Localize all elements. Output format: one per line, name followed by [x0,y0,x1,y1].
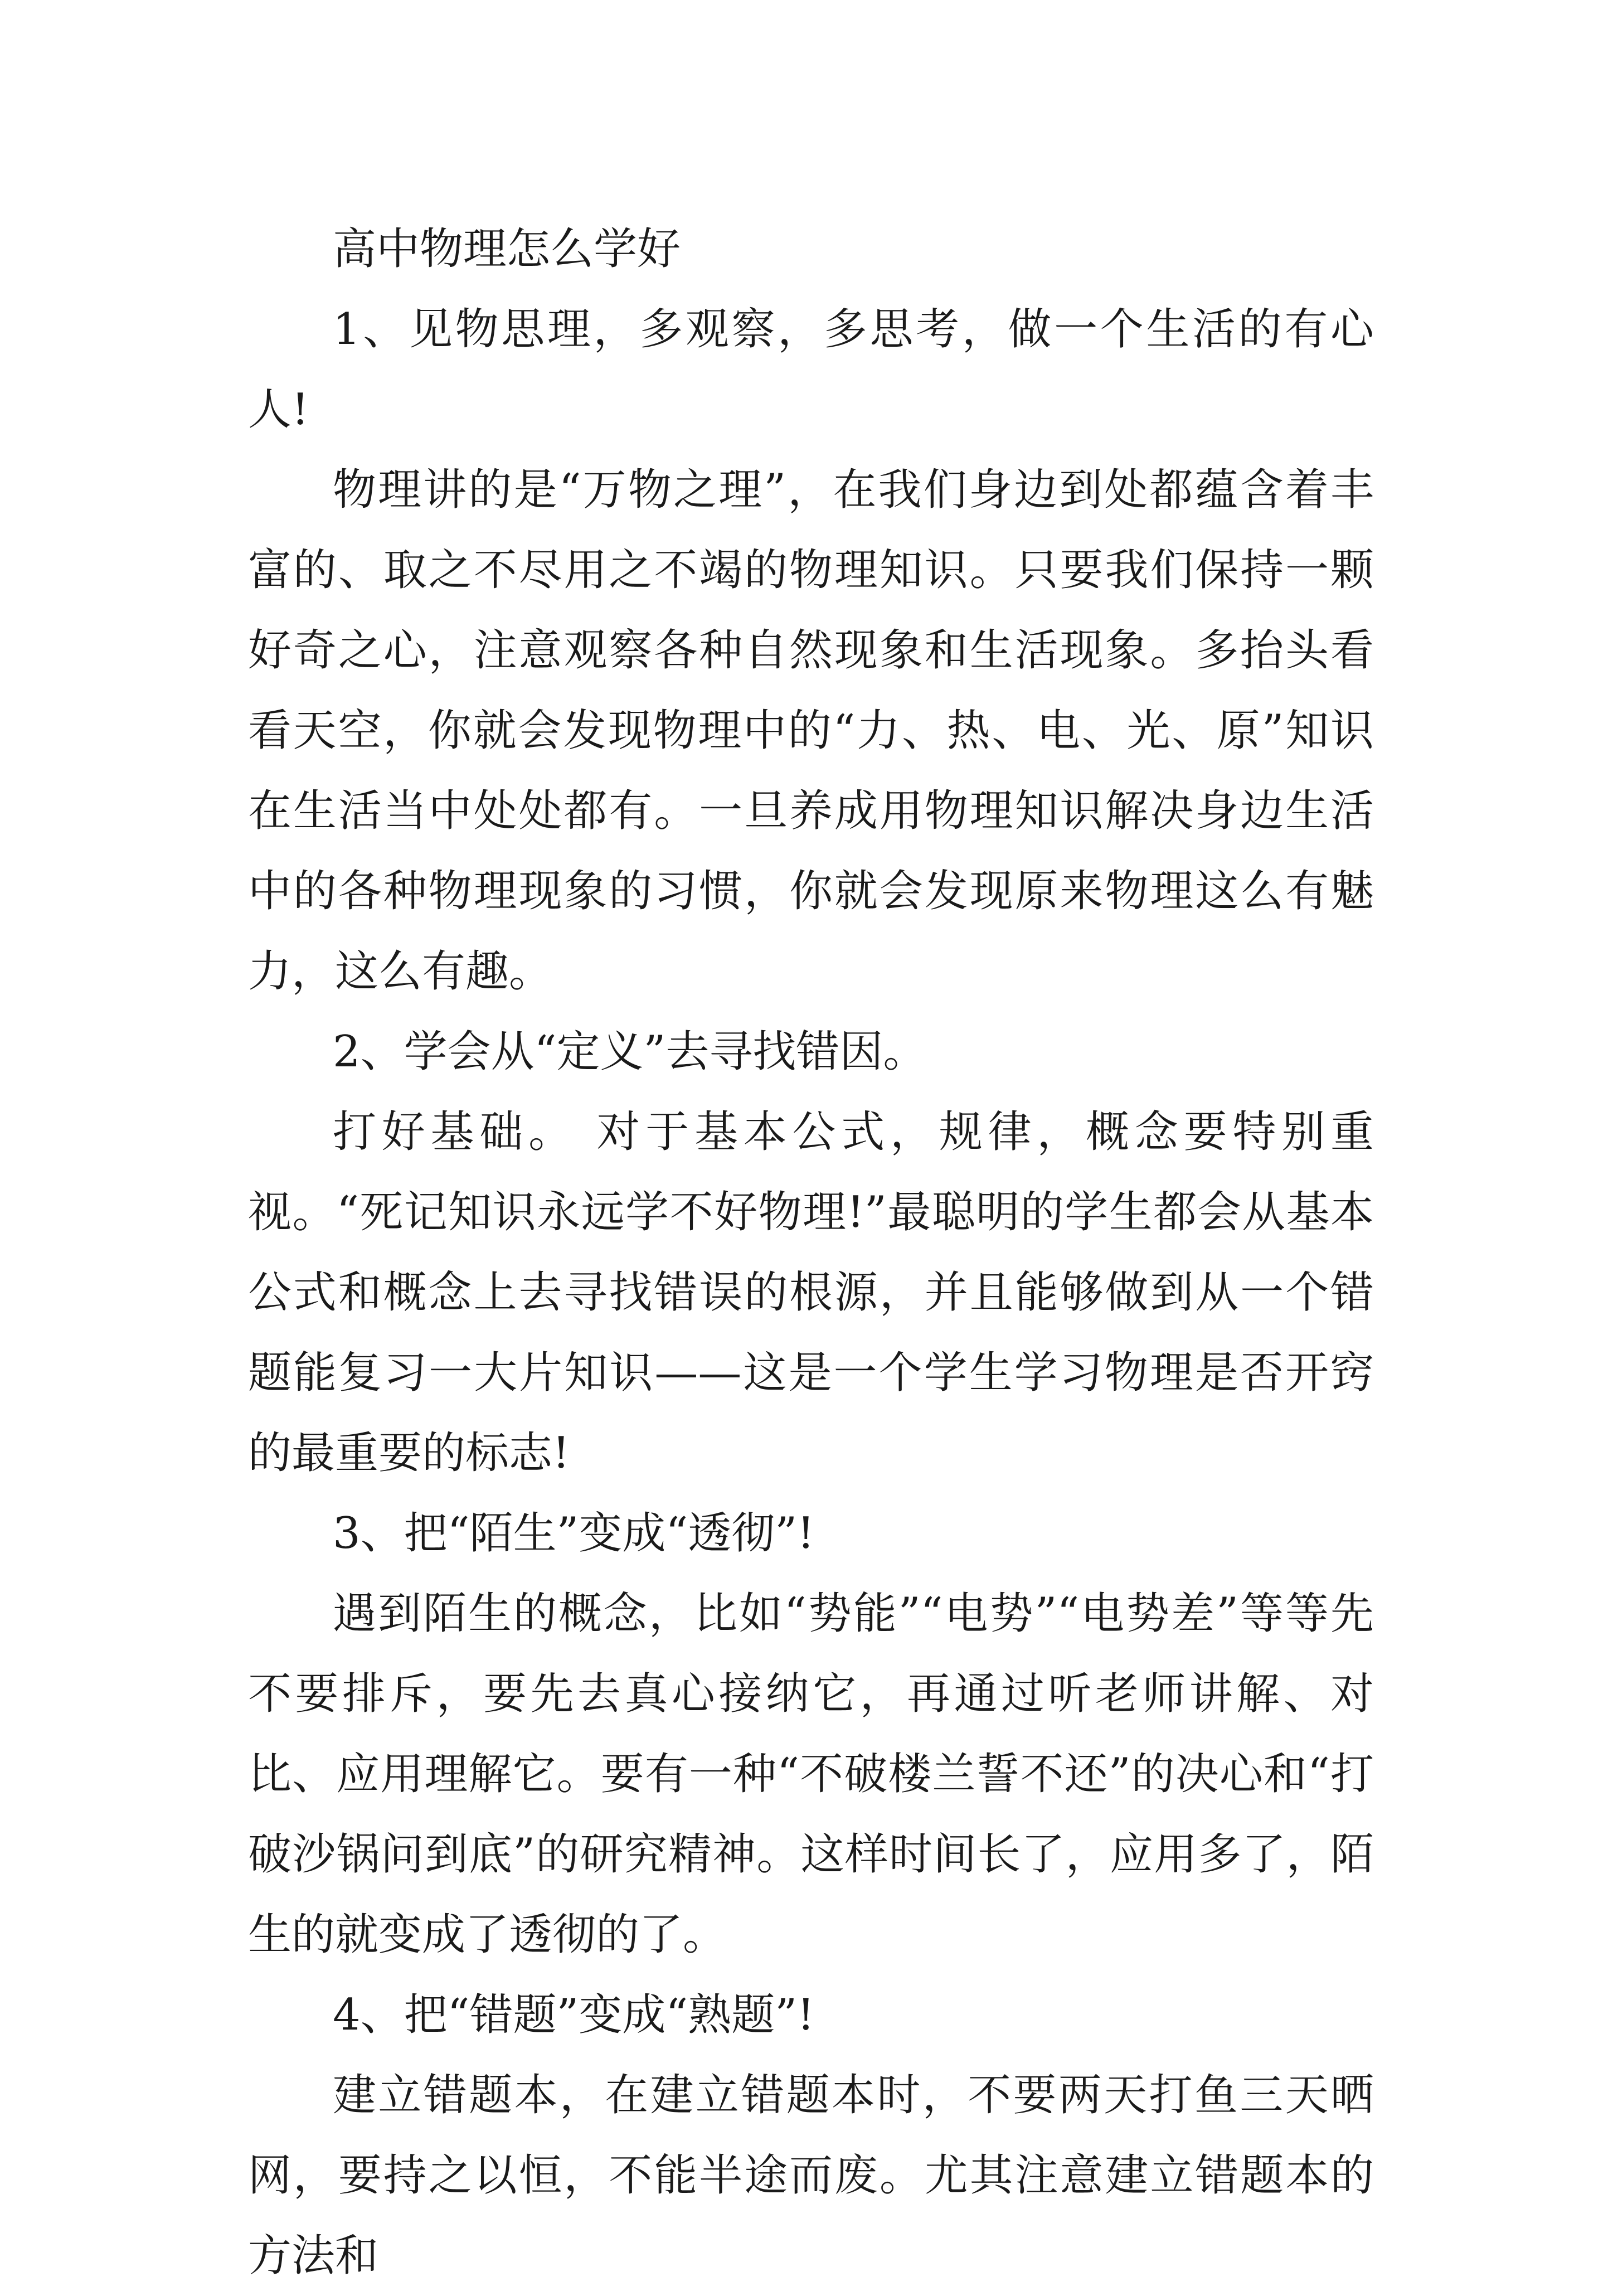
heading-3-unfamiliar: 3、把“陌生”变成“透彻”! [333,1508,815,1559]
document-title: 高中物理怎么学好 [333,224,681,274]
paragraph-unfamiliar: 遇到陌生的概念，比如“势能”“电势”“电势差”等等先不要排斥，要先去真心接纳它，再通过听老师讲解、对比、应用理解它。要有一种“不破楼兰誓不还”的决心和“打破沙锅问到底”的研究精神。这样时间长了，应用多了，陌生的就变成了透彻的了。 [248,1589,1374,1960]
paragraph-observe: 物理讲的是“万物之理”，在我们身边到处都蕴含着丰富的、取之不尽用之不竭的物理知识。只要我们保持一颗好奇之心，注意观察各种自然现象和生活现象。多抬头看看天空，你就会发现物理中的“力、热、电、光、原”知识在生活当中处处都有。一旦养成用物理知识解决身边生活中的各种物理现象的习惯，你就会发现原来物理这么有魅力，这么有趣。 [248,465,1374,997]
heading-1-observe: 1、见物思理，多观察，多思考，做一个生活的有心人! [248,304,1374,435]
paragraph-mistakes: 建立错题本，在建立错题本时，不要两天打鱼三天晒网，要持之以恒，不能半途而废。尤其注意建立错题本的方法和 [248,2070,1374,2281]
heading-4-mistakes: 4、把“错题”变成“熟题”! [333,1990,815,2040]
document-body [248,209,1374,2296]
paragraph-definition: 打好基础。 对于基本公式，规律，概念要特别重视。“死记知识永远学不好物理!”最聪明的学生都会从基本公式和概念上去寻找错误的根源，并且能够做到从一个错题能复习一大片知识——这是一个学生学习物理是否开窍的最重要的标志! [248,1107,1374,1478]
heading-2-definition: 2、学会从“定义”去寻找错因。 [333,1027,927,1077]
